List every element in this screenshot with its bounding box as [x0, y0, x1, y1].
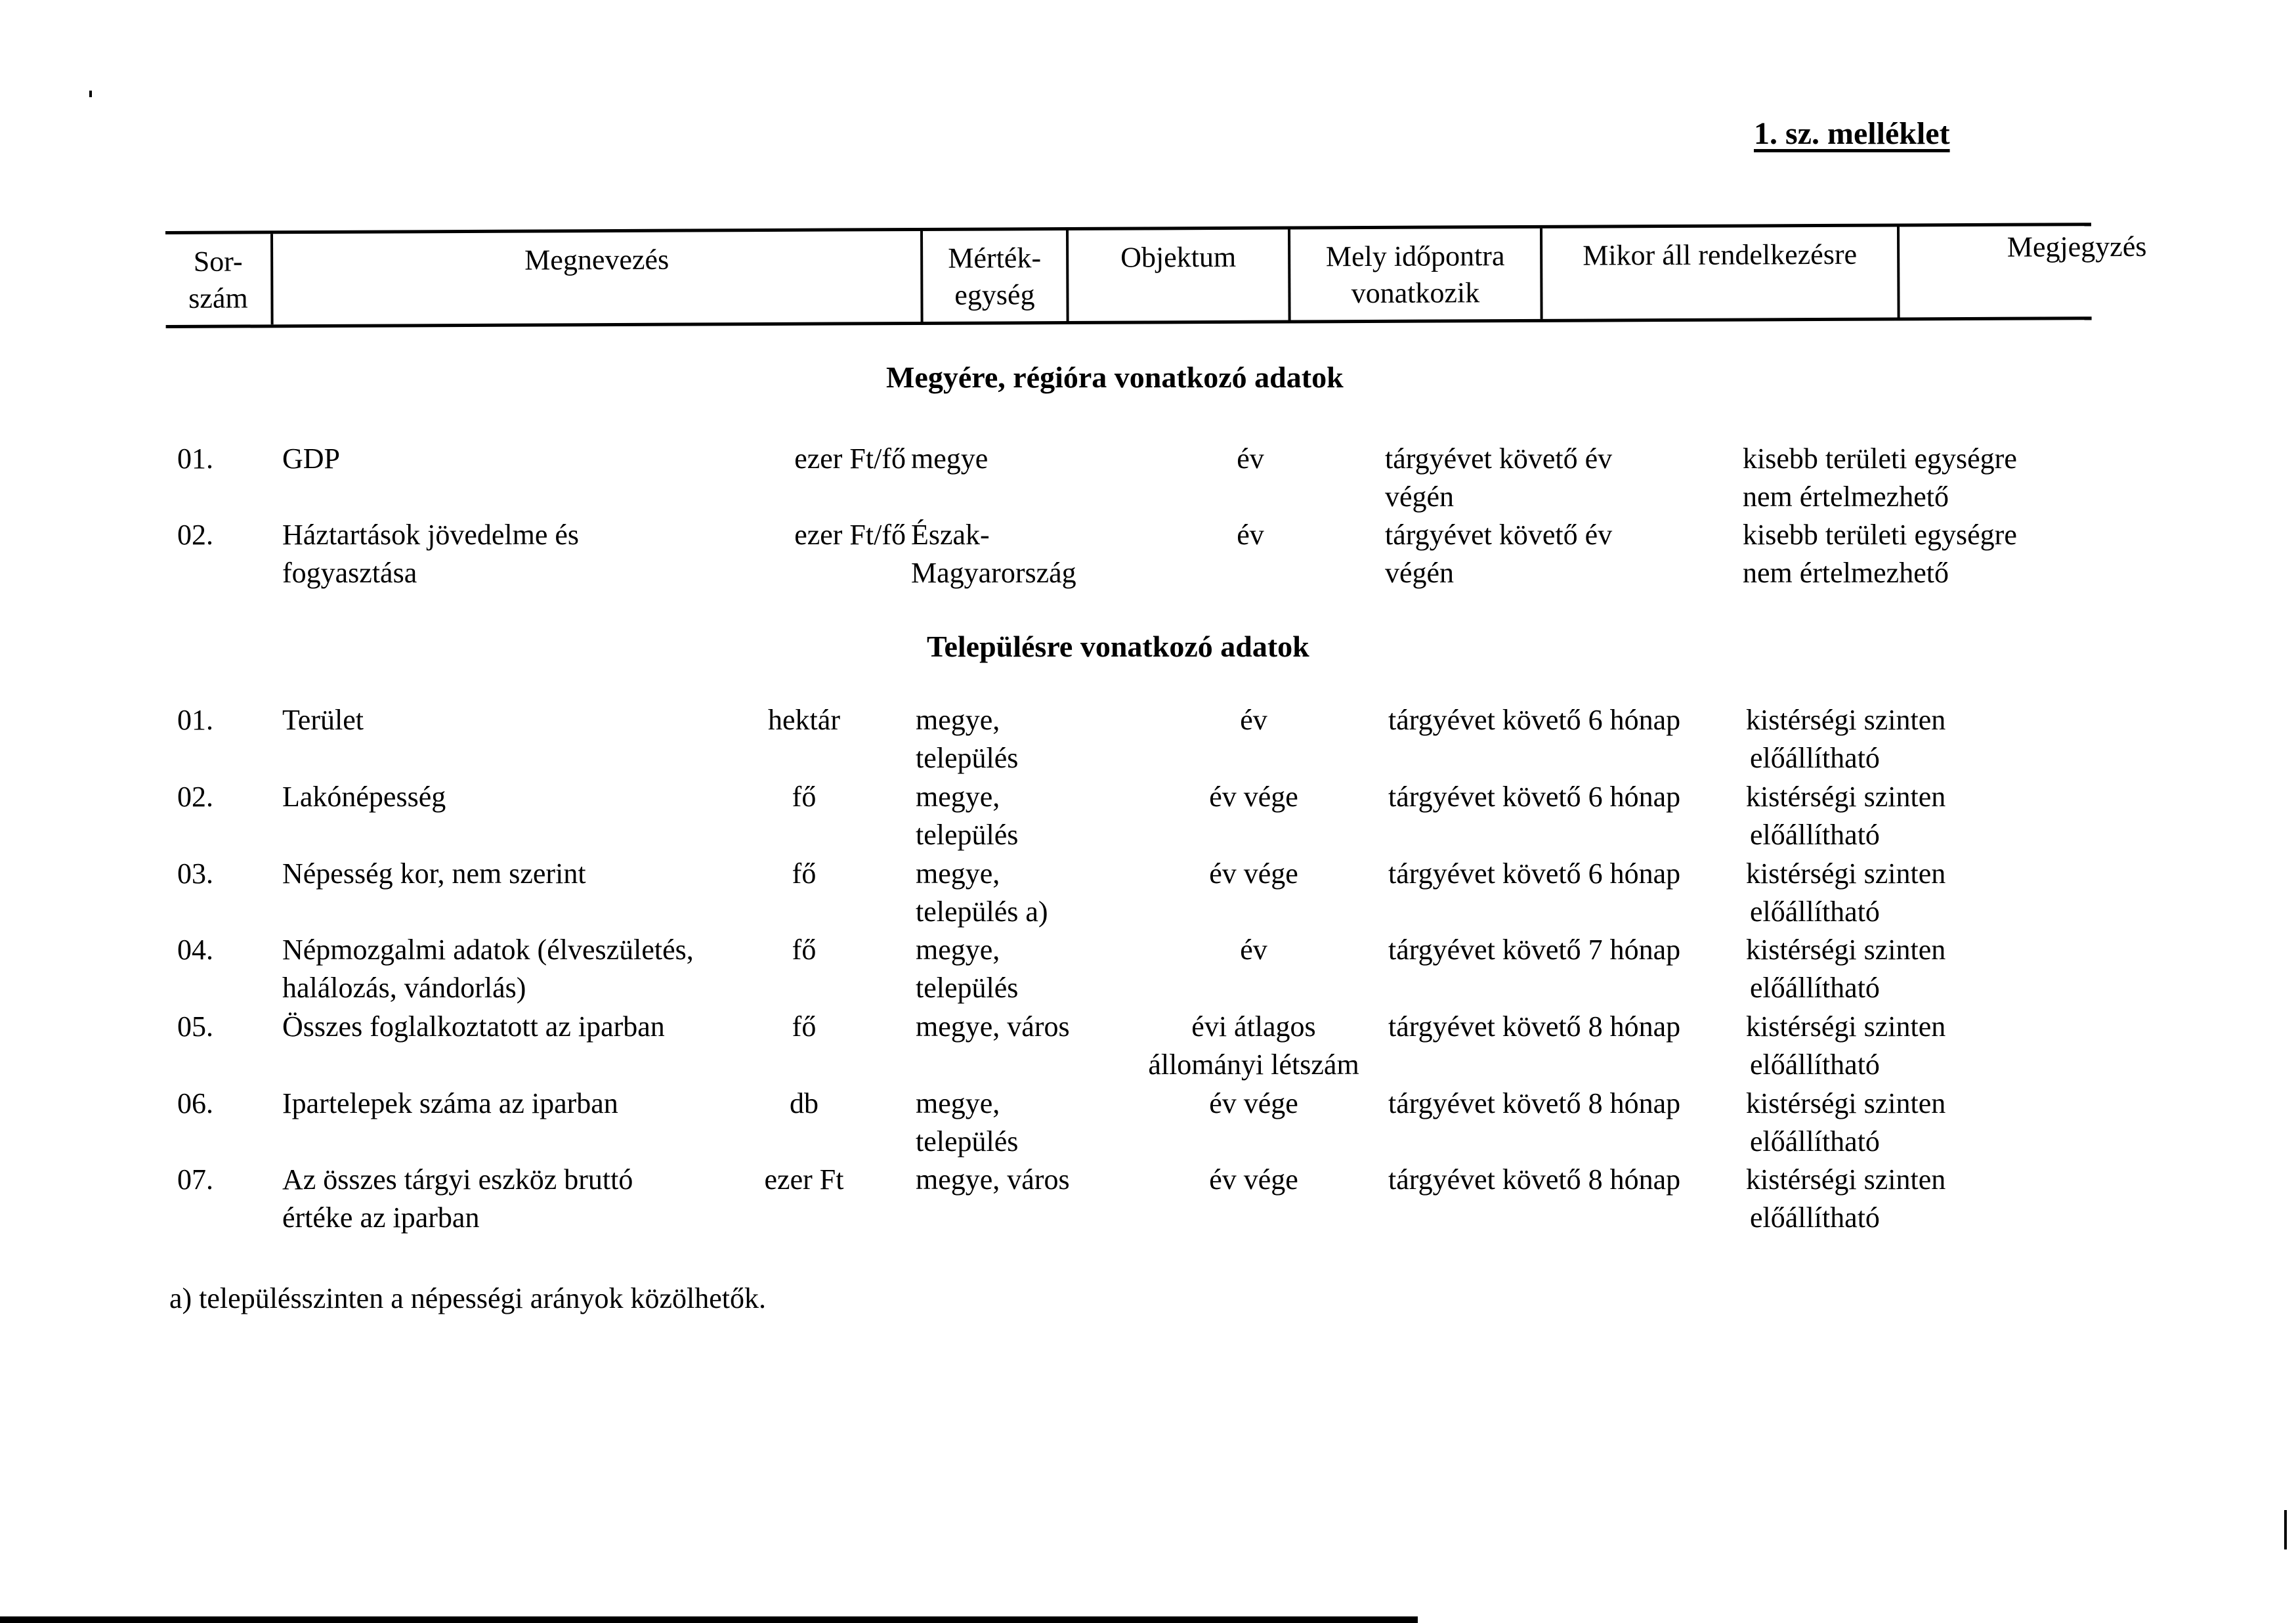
row-number: 01. [177, 443, 213, 475]
row-note [1746, 855, 1982, 931]
row-unit: ezer Ft [764, 1163, 844, 1196]
time-line: évi átlagos [1191, 1010, 1316, 1043]
row-availability [1388, 701, 1680, 739]
row-number: 05. [177, 1010, 213, 1043]
object-line: megye, város [916, 1010, 1070, 1043]
time-line: év [1240, 934, 1267, 966]
row-note [1746, 1008, 1982, 1084]
name-line: fogyasztása [282, 557, 417, 589]
row-name [282, 440, 340, 478]
row-time [1119, 516, 1382, 554]
header-unit-line2: egység [954, 278, 1035, 311]
row-unit: fő [792, 1010, 817, 1043]
footnote: a) településszinten a népességi arányok közölhetők. [169, 1282, 767, 1314]
header-serial-line1: Sor- [193, 245, 243, 278]
available-line: tárgyévet követő év [1385, 443, 1613, 475]
header-time [1290, 228, 1541, 320]
row-note [1746, 778, 1982, 854]
row-time [1122, 701, 1385, 739]
note-line: kistérségi szinten [1746, 1163, 1946, 1196]
available-line: tárgyévet követő 6 hónap [1388, 704, 1681, 736]
row-availability [1388, 778, 1680, 816]
header-note-line1: Megjegyzés [2007, 230, 2147, 263]
row-unit: fő [792, 857, 817, 890]
object-line: település [916, 972, 1019, 1004]
row-name [282, 931, 694, 1007]
row-object [916, 1161, 1070, 1199]
header-note [1900, 225, 2255, 317]
object-line: megye, [916, 934, 1000, 966]
object-line: megye, [916, 857, 1000, 890]
header-object-line1: Objektum [1120, 240, 1237, 274]
table-header [165, 223, 2147, 328]
time-line: év vége [1209, 1163, 1298, 1196]
row-note [1746, 1085, 1982, 1161]
row-object [916, 1085, 1018, 1161]
row-number: 04. [177, 934, 213, 966]
note-line: előállítható [1750, 819, 1880, 851]
note-line: nem értelmezhető [1743, 481, 1949, 513]
row-number: 02. [177, 781, 213, 813]
name-line: Háztartások jövedelme és [282, 519, 580, 551]
annex-title: 1. sz. melléklet [1754, 116, 1950, 151]
object-line: megye, [916, 781, 1000, 813]
row-object [916, 855, 1048, 931]
note-line: kistérségi szinten [1746, 1010, 1946, 1043]
object-line: település a) [916, 896, 1048, 928]
note-line: előállítható [1750, 1201, 1880, 1234]
row-availability [1388, 1008, 1680, 1046]
scan-mark [89, 91, 92, 97]
row-time [1122, 778, 1385, 816]
row-note [1746, 701, 1982, 777]
object-line: település [916, 1125, 1019, 1158]
available-line: végén [1385, 557, 1455, 589]
header-availability [1542, 227, 1898, 318]
name-line: Ipartelepek száma az iparban [282, 1087, 618, 1119]
header-unit [923, 230, 1067, 322]
available-line: tárgyévet követő év [1385, 519, 1613, 551]
note-line: kisebb területi egységre [1743, 443, 2017, 475]
note-line: kistérségi szinten [1746, 934, 1946, 966]
header-availability-line1: Mikor áll rendelkezésre [1583, 238, 1858, 272]
scan-edge-artifact [0, 1616, 1418, 1623]
header-name [273, 231, 921, 324]
name-line: Terület [282, 704, 364, 736]
row-availability [1388, 931, 1680, 969]
row-number: 03. [177, 857, 213, 890]
time-line: év [1240, 704, 1267, 736]
note-line: kistérségi szinten [1746, 1087, 1946, 1119]
section-title-county: Megyére, régióra vonatkozó adatok [886, 360, 1344, 394]
object-line: Észak- [911, 519, 990, 551]
object-line: megye, [916, 1087, 1000, 1119]
row-name [282, 516, 579, 592]
available-line: tárgyévet követő 8 hónap [1388, 1010, 1681, 1043]
row-time [1122, 1085, 1385, 1123]
row-time [1119, 440, 1382, 478]
row-name [282, 1161, 633, 1237]
note-line: előállítható [1750, 896, 1880, 928]
header-serial-line2: szám [188, 282, 248, 314]
row-unit: db [790, 1087, 818, 1119]
section-title-settlement: Településre vonatkozó adatok [927, 630, 1309, 663]
object-line: megye [911, 443, 989, 475]
row-note [1743, 516, 2017, 592]
note-line: kisebb területi egységre [1743, 519, 2017, 551]
row-unit: hektár [768, 704, 840, 736]
row-time [1122, 1161, 1385, 1199]
name-line: értéke az iparban [282, 1201, 480, 1234]
available-line: tárgyévet követő 7 hónap [1388, 934, 1681, 966]
available-line: tárgyévet követő 6 hónap [1388, 781, 1681, 813]
header-unit-line1: Mérték- [948, 242, 1042, 274]
row-object [911, 516, 1076, 592]
row-time [1122, 1008, 1385, 1084]
header-time-line1: Mely időpontra [1325, 240, 1505, 273]
available-line: tárgyévet követő 6 hónap [1388, 857, 1681, 890]
time-line: év [1237, 519, 1264, 551]
object-line: település [916, 742, 1019, 774]
name-line: Lakónépesség [282, 781, 446, 813]
name-line: Népmozgalmi adatok (élveszületés, [282, 934, 694, 966]
object-line: Magyarország [911, 557, 1076, 589]
row-availability [1388, 855, 1680, 893]
time-line: év vége [1209, 1087, 1298, 1119]
time-line: év [1237, 443, 1264, 475]
note-line: kistérségi szinten [1746, 781, 1946, 813]
name-line: GDP [282, 443, 341, 475]
name-line: halálozás, vándorlás) [282, 972, 526, 1004]
row-availability [1388, 1085, 1680, 1123]
row-name [282, 1085, 618, 1123]
note-line: nem értelmezhető [1743, 557, 1949, 589]
row-note [1746, 1161, 1982, 1237]
header-serial [165, 234, 271, 325]
row-number: 02. [177, 519, 213, 551]
header-object [1069, 230, 1288, 321]
time-line: év vége [1209, 857, 1298, 890]
row-time [1122, 855, 1385, 893]
note-line: kistérségi szinten [1746, 857, 1946, 890]
object-line: megye, [916, 704, 1000, 736]
note-line: előállítható [1750, 972, 1880, 1004]
row-availability [1388, 1161, 1680, 1199]
row-name [282, 1008, 665, 1046]
row-number: 07. [177, 1163, 213, 1196]
row-availability [1385, 440, 1612, 516]
row-number: 06. [177, 1087, 213, 1119]
row-name [282, 778, 446, 816]
row-object [916, 931, 1018, 1007]
row-object [911, 440, 988, 478]
row-note [1746, 931, 1982, 1007]
name-line: Az összes tárgyi eszköz bruttó [282, 1163, 633, 1196]
row-unit: ezer Ft/fő [794, 443, 906, 475]
available-line: tárgyévet követő 8 hónap [1388, 1163, 1681, 1196]
name-line: Összes foglalkoztatott az iparban [282, 1010, 665, 1043]
header-name-line1: Megnevezés [524, 243, 670, 276]
row-name [282, 701, 364, 739]
name-line: Népesség kor, nem szerint [282, 857, 586, 890]
row-name [282, 855, 586, 893]
note-line: előállítható [1750, 1049, 1880, 1081]
row-object [916, 701, 1018, 777]
time-line: állományi létszám [1148, 1049, 1359, 1081]
note-line: kistérségi szinten [1746, 704, 1946, 736]
available-line: tárgyévet követő 8 hónap [1388, 1087, 1681, 1119]
row-availability [1385, 516, 1612, 592]
row-object [916, 778, 1018, 854]
row-unit: fő [792, 934, 817, 966]
row-note [1743, 440, 2017, 516]
note-line: előállítható [1750, 742, 1880, 774]
header-time-line2: vonatkozik [1351, 276, 1480, 310]
row-object [916, 1008, 1070, 1046]
row-unit: fő [792, 781, 817, 813]
object-line: megye, város [916, 1163, 1070, 1196]
time-line: év vége [1209, 781, 1298, 813]
scan-mark [2284, 1510, 2287, 1549]
row-number: 01. [177, 704, 213, 736]
object-line: település [916, 819, 1019, 851]
row-time [1122, 931, 1385, 969]
row-unit: ezer Ft/fő [794, 519, 906, 551]
note-line: előállítható [1750, 1125, 1880, 1158]
available-line: végén [1385, 481, 1455, 513]
